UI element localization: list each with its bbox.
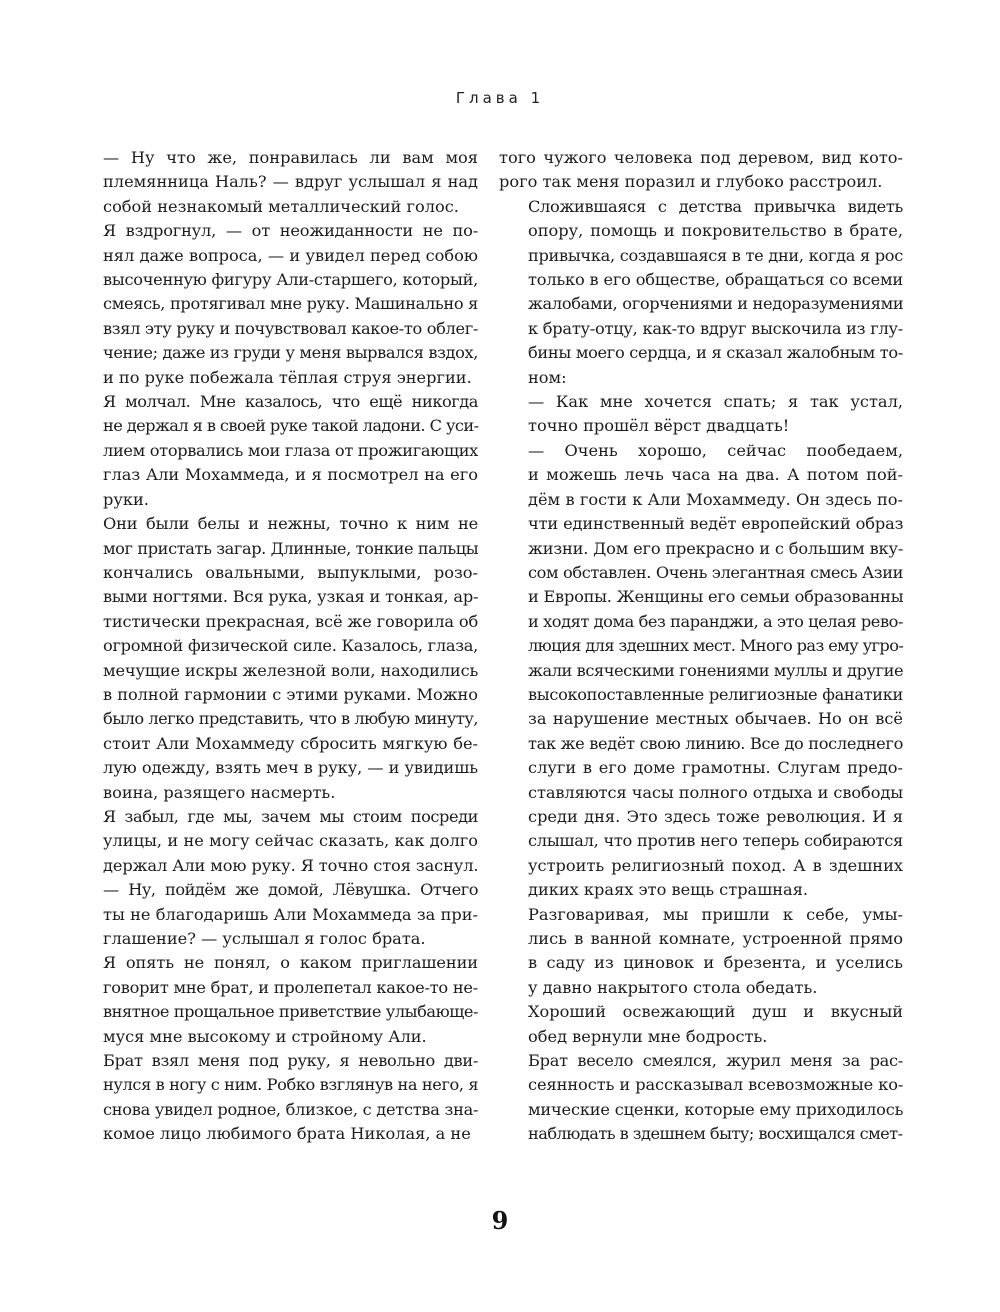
text-line: Сложившаяся с детства привычка видеть [528, 196, 903, 216]
text-line: в полной гармонии с этими руками. Можно [103, 684, 478, 704]
text-line: внятное прощальное приветствие улыбающе- [103, 1002, 478, 1022]
text-line: держал Али мою руку. Я точно стоя заснул. [103, 855, 479, 875]
running-header: Глава 1 [455, 89, 545, 107]
text-line: мечущие искры железной воли, находились [103, 660, 479, 680]
paragraph [499, 903, 903, 1001]
text-line: жали всяческими гонениями муллы и другие [528, 660, 904, 680]
text-line: и ходят дома без паранджи, а это целая рево- [528, 611, 903, 631]
paragraph [499, 439, 903, 903]
text-line: диких краях это вещь страшная. [528, 880, 809, 900]
paragraph [499, 1000, 903, 1049]
text-line: высоченную фигуру Али-старшего, который, [103, 270, 478, 290]
text-line: — Ну что же, понравилась ли вам моя [103, 148, 478, 167]
text-line: высокопоставленные религиозные фанатики [528, 684, 903, 704]
left-text-column [74, 146, 478, 1147]
paragraph [499, 1049, 903, 1147]
text-line: мог пристать загар. Длинные, тонкие пальцы [103, 538, 479, 558]
text-line: тистически прекрасная, всё же говорила об [103, 611, 479, 631]
right-text-column [499, 146, 903, 1147]
text-line: сеянность и рассказывал всевозможные ко- [528, 1075, 904, 1095]
text-line: так же ведёт свою линию. Все до последнего [528, 733, 903, 753]
text-line: глаз Али Мохаммеда, и я посмотрел на его [103, 465, 478, 485]
text-line: говорит мне брат, и пролепетал какое-то не- [103, 977, 478, 997]
paragraph [74, 390, 478, 512]
text-line: лием оторвались мои глаза от прожигающих [103, 440, 478, 460]
text-line: муся мне высокому и стройному Али. [103, 1026, 427, 1046]
text-line: Я молчал. Мне казалось, что ещё никогда [103, 392, 478, 412]
text-line: только в его обществе, обращаться со всеми [528, 270, 903, 290]
text-line: дём в гости к Али Мохаммеду. Он здесь по- [528, 489, 903, 509]
text-line: рого так меня поразил и глубоко расстроил. [499, 172, 883, 192]
text-line: смеясь, протягивал мне руку. Машинально я [103, 294, 478, 314]
text-line: Хороший освежающий душ и вкусный [528, 1002, 903, 1022]
text-line: опору, помощь и покровительство в брате, [528, 221, 903, 241]
text-line: сом обставлен. Очень элегантная смесь Азии [528, 562, 903, 582]
text-line: в саду из циновок и брезента, и уселись [528, 953, 903, 973]
text-line: лую одежду, взять меч в руку, — и увидишь [103, 758, 478, 778]
text-line: ставляются часы полного отдыха и свободы [528, 782, 903, 802]
text-line: не держал я в своей руке такой ладони. С уси- [103, 416, 479, 436]
text-line: люция для здешних мест. Много раз ему угро- [528, 636, 904, 656]
paragraph [499, 195, 903, 390]
text-line: воина, разящего насмерть. [103, 782, 336, 802]
page-number: 9 [491, 1206, 509, 1235]
paragraph [74, 512, 478, 805]
text-line: и Европы. Женщины его семьи образованны [528, 587, 904, 607]
text-line: у давно накрытого стола обедать. [528, 977, 818, 997]
text-line: ном: [528, 367, 567, 387]
text-line: слышал, что против него теперь собираются [528, 831, 903, 851]
text-line: Они были белы и нежны, точно к ним не [103, 514, 478, 534]
text-line: кончались овальными, выпуклыми, розо- [103, 562, 478, 582]
text-line: и можешь лечь часа на два. А потом пой- [528, 465, 903, 485]
text-line: взял эту руку и почувствовал какое-то облег- [103, 318, 478, 338]
text-line: Я опять не понял, о каком приглашении [103, 953, 478, 973]
text-line: чение; даже из груди у меня вырвался вздох, [103, 343, 479, 363]
paragraph [74, 1049, 478, 1147]
paragraph [74, 146, 478, 219]
text-line: привычка, создавшаяся в те дни, когда я рос [528, 245, 903, 265]
text-line: выми ногтями. Вся рука, узкая и тонкая, ар- [103, 587, 479, 607]
text-line: — Как мне хочется спать; я так устал, [528, 392, 903, 412]
text-line: Брат взял меня под руку, я невольно дви- [103, 1051, 478, 1071]
text-line: того чужого человека под деревом, вид кото- [499, 148, 903, 167]
text-line: глашение? — услышал я голос брата. [103, 929, 426, 948]
text-line: нял даже вопроса, — и увидел перед собою [103, 245, 478, 265]
text-line: чти единственный ведёт европейский образ [528, 514, 904, 534]
text-line: — Очень хорошо, сейчас пообедаем, [528, 440, 903, 460]
text-line: бины моего сердца, и я сказал жалобным то- [528, 343, 903, 363]
text-line: огромной физической силе. Казалось, глаза, [103, 636, 478, 656]
text-line: и по руке побежала тёплая струя энергии. [103, 367, 472, 387]
text-line: мические сценки, которые ему приходилось [528, 1099, 904, 1119]
paragraph [499, 146, 903, 195]
text-line: Разговаривая, мы пришли к себе, умы- [528, 904, 903, 924]
paragraph [74, 219, 478, 390]
text-line: наблюдать в здешнем быту; восхищался смет- [528, 1124, 903, 1144]
text-line: точно прошёл вёрст двадцать! [528, 416, 790, 436]
text-line: к брату-отцу, как-то вдруг выскочила из глу- [528, 318, 903, 338]
text-line: племянница Наль? — вдруг услышал я над [103, 172, 478, 192]
paragraph [74, 878, 478, 951]
text-line: среди дня. Это здесь тоже революция. И я [528, 806, 903, 826]
text-line: снова увидел родное, близкое, с детства зна- [103, 1099, 479, 1119]
text-line: жалобами, огорчениями и недоразумениями [528, 294, 904, 314]
text-line: слуги в его доме грамотны. Слугам предо- [528, 758, 903, 778]
paragraph [499, 390, 903, 439]
text-line: нулся в ногу с ним. Робко взглянув на него, я [103, 1075, 479, 1095]
paragraph [74, 951, 478, 1049]
text-line: за нарушение местных обычаев. Но он всё [528, 709, 903, 729]
text-line: лись в ванной комнате, устроенной прямо [528, 929, 903, 948]
text-line: обед вернули мне бодрость. [528, 1026, 768, 1046]
text-line: — Ну, пойдём же домой, Лёвушка. Отчего [103, 880, 478, 900]
text-line: ты не благодаришь Али Мохаммеда за при- [103, 904, 478, 924]
text-line: стоит Али Мохаммеду сбросить мягкую бе- [103, 733, 478, 753]
text-line: руки. [103, 489, 149, 509]
text-line: жизни. Дом его прекрасно и с большим вку- [528, 538, 904, 558]
text-line: Я забыл, где мы, зачем мы стоим посреди [103, 806, 478, 826]
text-line: Брат весело смеялся, журил меня за рас- [528, 1051, 903, 1071]
text-line: комое лицо любимого брата Николая, а не [103, 1124, 471, 1144]
paragraph [74, 805, 478, 878]
text-line: устроить религиозный поход. А в здешних [528, 855, 903, 875]
text-line: Я вздрогнул, — от неожиданности не по- [103, 221, 478, 241]
text-line: улицы, и не могу сейчас сказать, как долго [103, 831, 478, 851]
text-line: собой незнакомый металлический голос. [103, 196, 459, 216]
text-line: было легко представить, что в любую минуту, [103, 709, 478, 729]
